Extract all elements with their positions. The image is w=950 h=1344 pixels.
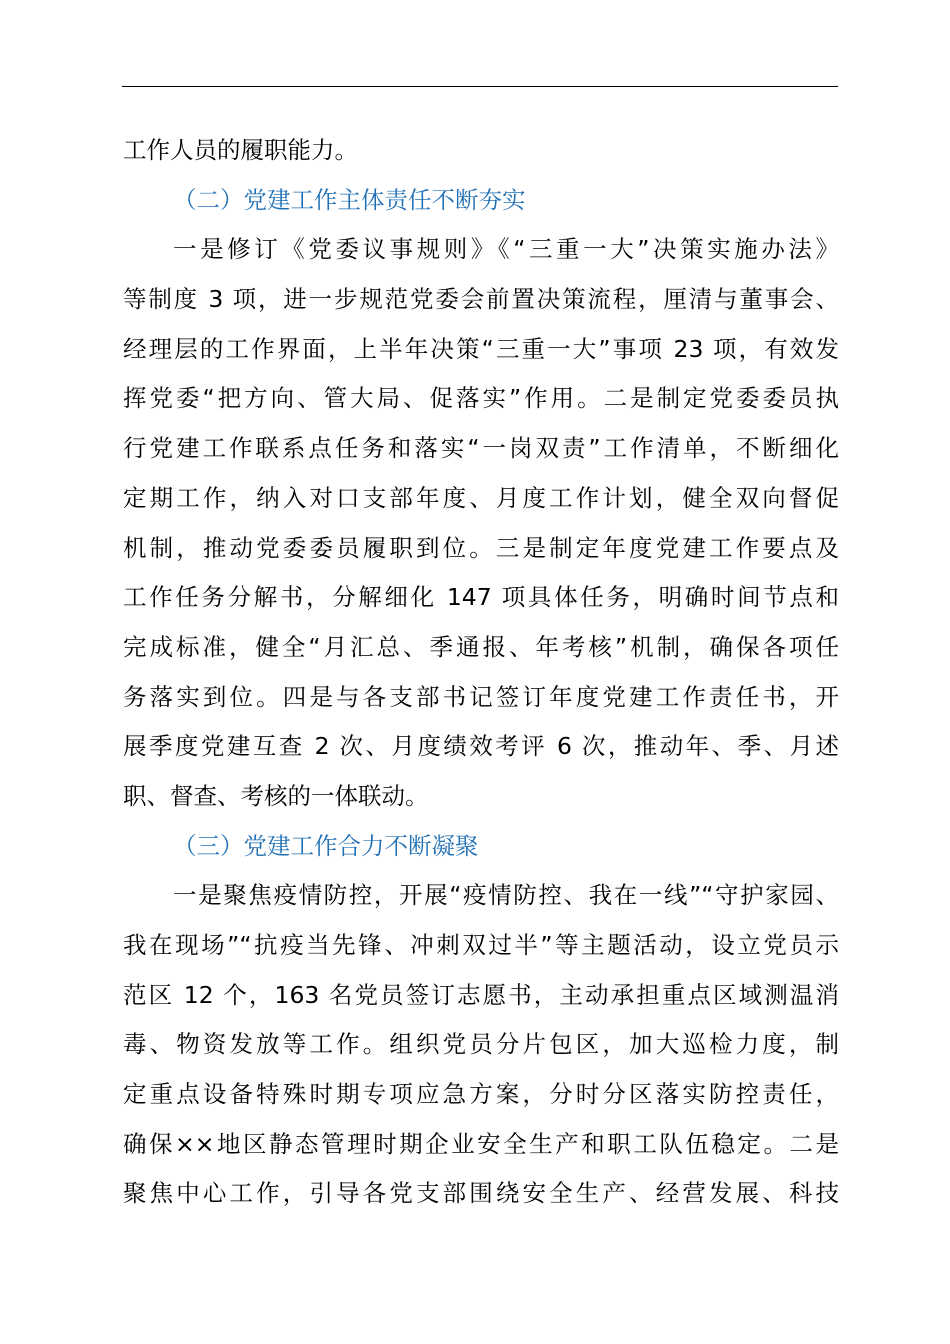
text-line: 挥党委“把方向、管大局、促落实”作用。二是制定党委委员执: [123, 384, 839, 413]
text-line: 务落实到位。四是与各支部书记签订年度党建工作责任书，开: [123, 682, 839, 711]
text-line: 定重点设备特殊时期专项应急方案，分时分区落实防控责任，: [123, 1080, 839, 1109]
text-line: 工作任务分解书，分解细化 147 项具体任务，明确时间节点和: [123, 583, 839, 612]
text-line: 展季度党建互查 2 次、月度绩效考评 6 次，推动年、季、月述: [123, 732, 839, 761]
document-body: [123, 126, 839, 1219]
text-line: 定期工作，纳入对口支部年度、月度工作计划，健全双向督促: [123, 483, 839, 512]
text-line: 确保××地区静态管理时期企业安全生产和职工队伍稳定。二是: [123, 1129, 839, 1158]
section-heading-three: （三）党建工作合力不断凝聚: [173, 831, 479, 860]
text-line: 我在现场”“抗疫当先锋、冲刺双过半”等主题活动，设立党员示: [123, 931, 839, 959]
text-line: 完成标准，健全“月汇总、季通报、年考核”机制，确保各项任: [123, 632, 839, 661]
text-line: 等制度 3 项，进一步规范党委会前置决策流程，厘清与董事会、: [123, 285, 839, 314]
header-rule: [122, 86, 838, 87]
text-line: 一是聚焦疫情防控，开展“疫情防控、我在一线”“守护家园、: [173, 881, 839, 910]
text-line: 机制，推动党委委员履职到位。三是制定年度党建工作要点及: [123, 533, 839, 562]
section-heading-two: （二）党建工作主体责任不断夯实: [173, 185, 526, 214]
text-line: 行党建工作联系点任务和落实“一岗双责”工作清单，不断细化: [123, 434, 839, 463]
text-line: 职、督查、考核的一体联动。: [123, 781, 429, 810]
text-line: 毒、物资发放等工作。组织党员分片包区，加大巡检力度，制: [123, 1030, 839, 1059]
text-line: 聚焦中心工作，引导各党支部围绕安全生产、经营发展、科技: [123, 1179, 839, 1208]
text-line: 经理层的工作界面，上半年决策“三重一大”事项 23 项，有效发: [123, 334, 839, 363]
text-line: 范区 12 个，163 名党员签订志愿书，主动承担重点区域测温消: [123, 980, 839, 1009]
text-line: 一是修订《党委议事规则》《“三重一大”决策实施办法》: [173, 235, 839, 264]
text-line: 工作人员的履职能力。: [123, 136, 358, 164]
